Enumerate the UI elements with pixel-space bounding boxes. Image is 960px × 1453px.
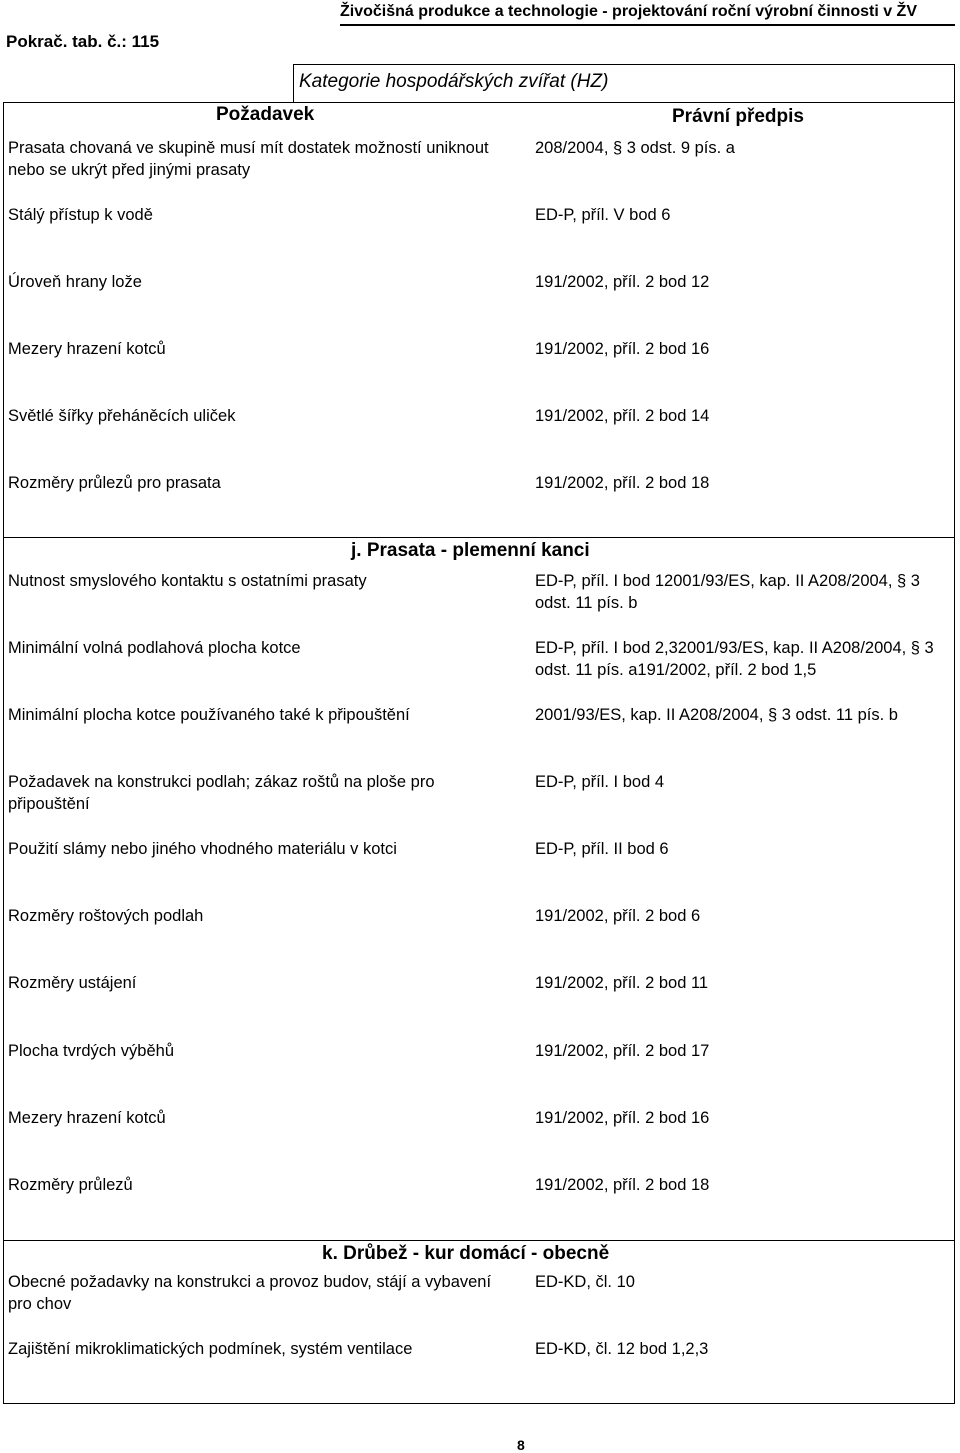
requirement-cell: Obecné požadavky na konstrukci a provoz budov, stájí a vybavení pro chov — [8, 1273, 492, 1313]
requirement-cell: Minimální volná podlahová plocha kotce — [8, 639, 301, 657]
running-title: Živočišná produkce a technologie - projektování roční výrobní činnosti v ŽV — [340, 3, 917, 20]
law-cell: 191/2002, příl. 2 bod 17 — [535, 1042, 710, 1060]
law-cell: 191/2002, příl. 2 bod 14 — [535, 407, 710, 425]
requirement-cell: Rozměry průlezů pro prasata — [8, 474, 221, 492]
law-cell: ED-P, příl. V bod 6 — [535, 206, 671, 224]
requirement-cell: Úroveň hrany lože — [8, 273, 142, 291]
law-cell: 191/2002, příl. 2 bod 16 — [535, 340, 710, 358]
section-title-poultry: k. Drůbež - kur domácí - obecně — [322, 1243, 610, 1264]
page-number: 8 — [517, 1437, 525, 1453]
requirement-cell: Světlé šířky přeháněcích uliček — [8, 407, 236, 425]
category-title: Kategorie hospodářských zvířat (HZ) — [299, 71, 609, 92]
requirement-cell: Použití slámy nebo jiného vhodného materiálu v kotci — [8, 840, 397, 858]
law-cell: ED-P, příl. I bod 4 — [535, 773, 665, 791]
law-cell: ED-KD, čl. 12 bod 1,2,3 — [535, 1340, 709, 1358]
column-header-law: Právní předpis — [672, 106, 804, 127]
requirement-cell: Plocha tvrdých výběhů — [8, 1042, 175, 1060]
law-cell: 191/2002, příl. 2 bod 12 — [535, 273, 710, 291]
continuation-label: Pokrač. tab. č.: 115 — [6, 32, 160, 51]
requirement-cell: Mezery hrazení kotců — [8, 1109, 166, 1127]
requirement-cell: Požadavek na konstrukci podlah; zákaz roštů na ploše pro připouštění — [8, 773, 435, 813]
section-title-boars: j. Prasata - plemenní kanci — [351, 540, 590, 561]
requirement-cell: Zajištění mikroklimatických podmínek, systém ventilace — [8, 1340, 413, 1358]
law-cell: 191/2002, příl. 2 bod 6 — [535, 907, 701, 925]
law-cell: 191/2002, příl. 2 bod 18 — [535, 474, 710, 492]
column-header-requirement: Požadavek — [216, 104, 315, 125]
requirement-cell: Rozměry průlezů — [8, 1176, 133, 1194]
requirement-cell: Stálý přístup k vodě — [8, 206, 153, 224]
header-rule — [340, 24, 955, 26]
law-cell: ED-P, příl. II bod 6 — [535, 840, 669, 858]
law-cell: ED-KD, čl. 10 — [535, 1273, 635, 1291]
requirement-cell: Mezery hrazení kotců — [8, 340, 166, 358]
law-cell: 2001/93/ES, kap. II A208/2004, § 3 odst. 11 pís. b — [535, 706, 898, 724]
requirement-cell: Rozměry roštových podlah — [8, 907, 204, 925]
requirement-cell: Nutnost smyslového kontaktu s ostatními prasaty — [8, 572, 367, 590]
requirement-cell: Rozměry ustájení — [8, 974, 137, 992]
law-cell: ED-P, příl. I bod 12001/93/ES, kap. II A208/2004, § 3 odst. 11 pís. b — [535, 572, 920, 612]
law-cell: 191/2002, příl. 2 bod 16 — [535, 1109, 710, 1127]
law-cell: ED-P, příl. I bod 2,32001/93/ES, kap. II A208/2004, § 3 odst. 11 pís. a191/2002, příl. 2 bod 1,5 — [535, 639, 934, 679]
law-cell: 208/2004, § 3 odst. 9 pís. a — [535, 139, 735, 157]
law-cell: 191/2002, příl. 2 bod 11 — [535, 974, 709, 992]
requirement-cell: Prasata chovaná ve skupině musí mít dostatek možností uniknout nebo se ukrýt před jinými prasaty — [8, 139, 489, 179]
requirement-cell: Minimální plocha kotce používaného také k připouštění — [8, 706, 410, 724]
law-cell: 191/2002, příl. 2 bod 18 — [535, 1176, 710, 1194]
